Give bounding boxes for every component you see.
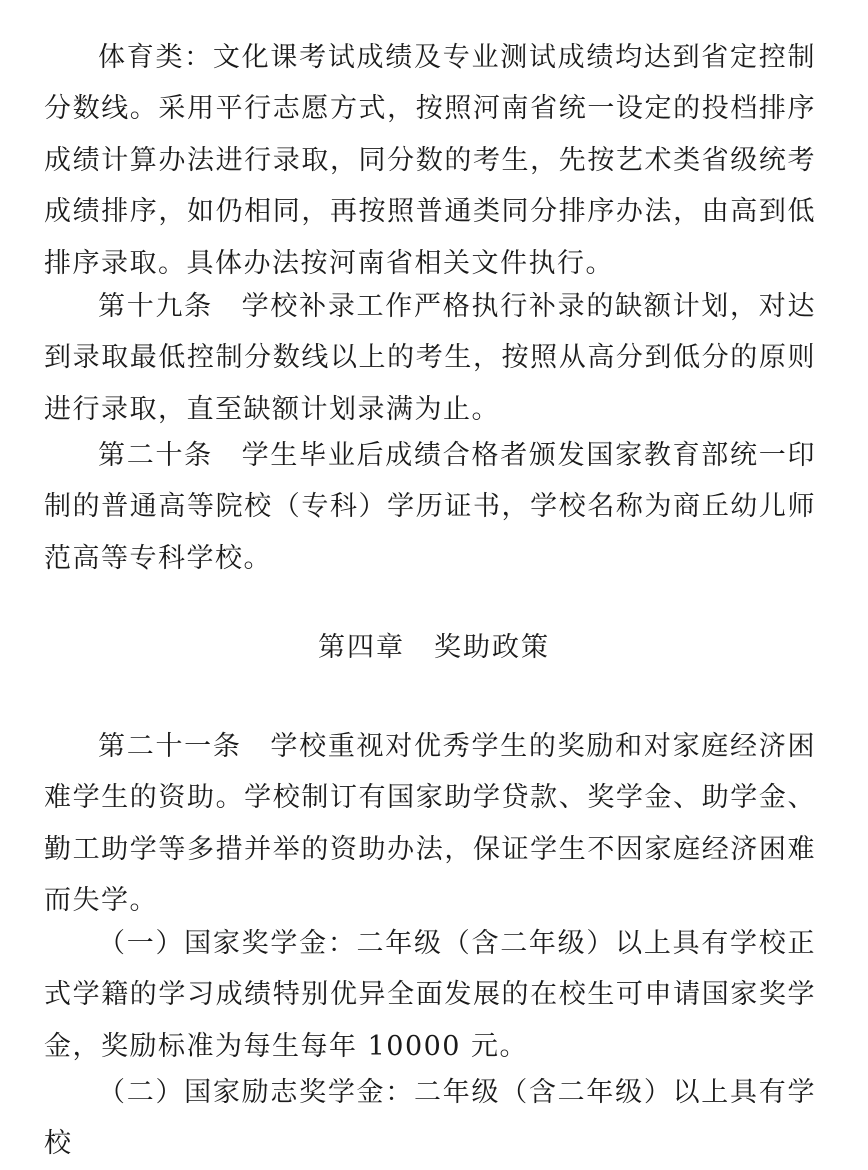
paragraph-article-21: 第二十一条 学校重视对优秀学生的奖励和对家庭经济困难学生的资助。学校制订有国家助学贷款、奖学金、助学金、勤工助学等多措并举的资助办法，保证学生不因家庭经济困难而失学。 <box>44 731 816 917</box>
paragraph-article-19: 第十九条 学校补录工作严格执行补录的缺额计划，对达到录取最低控制分数线以上的考生，按照从高分到低分的原则进行录取，直至缺额计划录满为止。 <box>44 291 816 425</box>
paragraph-sports-category: 体育类：文化课考试成绩及专业测试成绩均达到省定控制分数线。采用平行志愿方式，按照河南省统一设定的投档排序成绩计算办法进行录取，同分数的考生，先按艺术类省级统考成绩排序，如仍相同，再按照普通类同分排序办法，由高到低排序录取。具体办法按河南省相关文件执行。 <box>44 42 816 279</box>
chapter-heading: 第四章 奖助政策 <box>318 632 550 663</box>
paragraph-article-20: 第二十条 学生毕业后成绩合格者颁发国家教育部统一印制的普通高等院校（专科）学历证书，学校名称为商丘幼儿师范高等专科学校。 <box>44 440 816 574</box>
paragraph-national-encouragement-scholarship: （二）国家励志奖学金：二年级（含二年级）以上具有学校 <box>44 1077 816 1160</box>
paragraph-national-scholarship: （一）国家奖学金：二年级（含二年级）以上具有学校正式学籍的学习成绩特别优异全面发展的在校生可申请国家奖学金，奖励标准为每生每年 10000 元。 <box>44 928 816 1062</box>
